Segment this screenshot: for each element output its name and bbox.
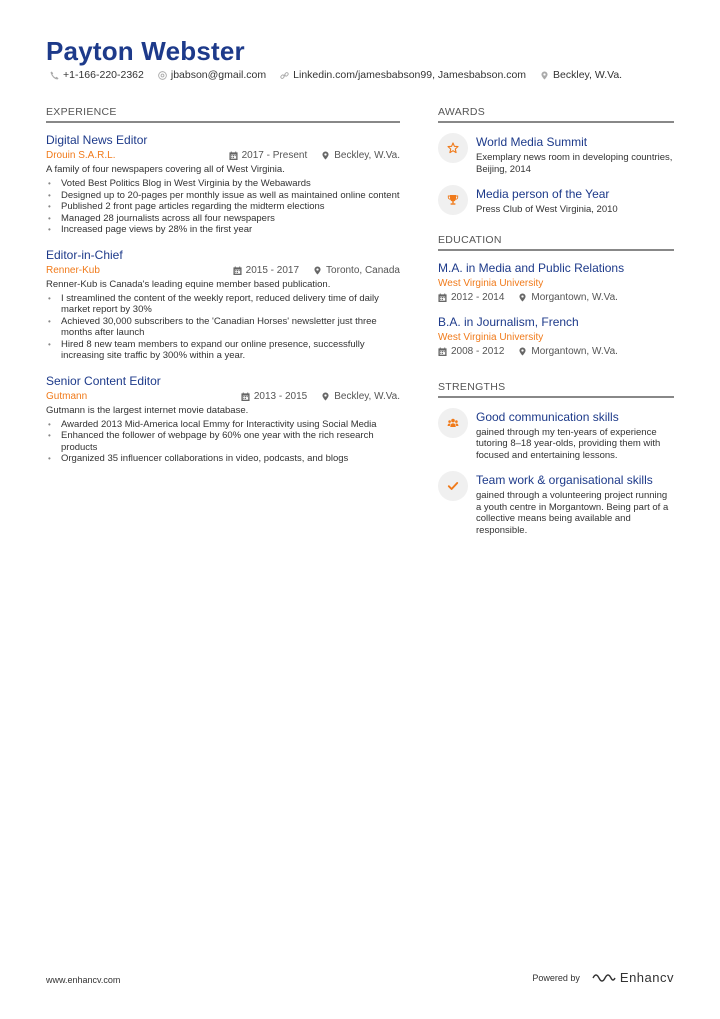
contact-bar [50, 69, 622, 81]
education-dates: 2012 - 2014 [451, 291, 505, 303]
education-entry [438, 261, 674, 303]
job-bullets [46, 178, 400, 236]
job-title: Digital News Editor [46, 133, 148, 147]
strength-title: Good communication skills [476, 409, 619, 424]
brand-name: Enhancv [619, 970, 674, 985]
enhancv-logo-icon [592, 971, 616, 985]
footer-branding [532, 970, 674, 985]
job-bullet: • Awarded 2013 Mid-America local Emmy for Interactivity using Social Media [46, 419, 400, 431]
strength-description: gained through a volunteering project running a youth centre in Morgantown. Being part of a collective means being available and responsible. [476, 490, 669, 536]
job-location: Beckley, W.Va. [334, 150, 400, 161]
degree-title: B.A. in Journalism, French [438, 314, 579, 329]
job-dates: 2013 - 2015 [253, 390, 308, 402]
degree-title: M.A. in Media and Public Relations [438, 260, 625, 275]
company-name: Drouin S.A.R.L. [46, 150, 116, 161]
job-dates: 2015 - 2017 [245, 264, 300, 276]
star-icon [447, 142, 459, 154]
trophy-icon [447, 194, 459, 206]
job-bullet: • Published 2 front page articles regarding the midterm elections [46, 201, 400, 213]
job-description: Renner-Kub is Canada's leading equine member based publication. [46, 278, 331, 290]
awards-section-title: AWARDS [438, 106, 674, 123]
education-section-title: EDUCATION [438, 234, 674, 251]
job-bullet: • Achieved 30,000 subscribers to the 'Canadian Horses' newsletter just three months after launch [46, 316, 400, 339]
award-entry [438, 185, 674, 216]
calendar-icon [229, 151, 238, 160]
calendar-icon [438, 347, 447, 356]
strength-entry [438, 408, 674, 462]
contact-email [158, 69, 266, 81]
job-description: A family of four newspapers covering all of West Virginia. [46, 164, 285, 175]
experience-entry [46, 248, 400, 362]
strength-title: Team work & organisational skills [476, 473, 653, 487]
job-bullet: • Managed 28 journalists across all four newspapers [46, 213, 400, 225]
location-text: Beckley, W.Va. [553, 69, 623, 81]
resume-name: Payton Webster [46, 36, 245, 66]
job-bullet: • Voted Best Politics Blog in West Virginia by the Webawards [46, 178, 400, 190]
job-bullet: • I streamlined the content of the weekly report, reduced delivery time of daily market report by 30% [46, 293, 400, 316]
job-dates: 2017 - Present [241, 150, 308, 161]
job-bullet: • Organized 35 influencer collaborations in video, podcasts, and blogs [46, 453, 400, 465]
experience-section-title: EXPERIENCE [46, 106, 400, 123]
education-dates: 2008 - 2012 [451, 345, 505, 357]
school-name: West Virginia University [438, 331, 544, 343]
link-text[interactable]: Linkedin.com/jamesbabson99, Jamesbabson.com [293, 69, 527, 81]
award-title: World Media Summit [476, 135, 588, 149]
brand-logo[interactable] [592, 970, 674, 985]
strength-description: gained through my ten-years of experience tutoring 8–18 year-olds, providing them with focused and entertaining lessons. [476, 426, 661, 461]
at-icon [158, 71, 167, 80]
job-bullets [46, 293, 400, 362]
strength-entry [438, 471, 674, 536]
calendar-icon [438, 293, 447, 302]
school-name: West Virginia University [438, 277, 544, 289]
contact-location [540, 69, 622, 81]
award-description: Exemplary news room in developing countries, Beijing, 2014 [476, 152, 673, 175]
location-pin-icon [540, 71, 549, 80]
company-name: Renner-Kub [46, 264, 100, 276]
location-pin-icon [518, 347, 527, 356]
award-title: Media person of the Year [476, 187, 610, 201]
job-description: Gutmann is the largest internet movie database. [46, 404, 249, 416]
job-location: Beckley, W.Va. [334, 390, 400, 402]
calendar-icon [241, 392, 250, 401]
contact-phone [50, 69, 144, 81]
education-location: Morgantown, W.Va. [531, 291, 618, 303]
link-icon [280, 71, 289, 80]
footer-website[interactable]: www.enhancv.com [46, 975, 121, 985]
strengths-section-title: STRENGTHS [438, 381, 674, 398]
job-bullet: • Enhanced the follower of webpage by 60% one year with the rich research products [46, 430, 400, 453]
powered-by-label: Powered by [532, 972, 580, 983]
contact-link [280, 69, 526, 81]
job-bullet: • Hired 8 new team members to expand our online presence, successfully increasing site traffic by 300% within a year. [46, 339, 400, 362]
location-pin-icon [518, 293, 527, 302]
right-column [438, 106, 674, 546]
calendar-icon [233, 266, 242, 275]
job-bullet: • Designed up to 20-pages per monthly issue as well as maintained online content [46, 190, 400, 202]
experience-entry [46, 374, 400, 465]
phone-icon [50, 71, 59, 80]
award-entry [438, 133, 674, 175]
education-entry [438, 315, 674, 357]
email-text[interactable]: jbabson@gmail.com [170, 69, 267, 81]
checkmark-icon [447, 480, 459, 492]
location-pin-icon [313, 266, 322, 275]
job-bullets [46, 419, 400, 465]
location-pin-icon [321, 151, 330, 160]
job-title: Senior Content Editor [46, 373, 161, 388]
company-name: Gutmann [46, 390, 88, 402]
job-title: Editor-in-Chief [46, 247, 123, 262]
people-icon [447, 417, 459, 429]
left-column [46, 106, 400, 477]
phone-text[interactable]: +1-166-220-2362 [63, 69, 144, 81]
job-location: Toronto, Canada [326, 264, 400, 276]
job-bullet: • Increased page views by 28% in the first year [46, 224, 400, 236]
award-description: Press Club of West Virginia, 2010 [476, 204, 618, 215]
education-location: Morgantown, W.Va. [531, 345, 618, 357]
experience-entry [46, 133, 400, 236]
location-pin-icon [321, 392, 330, 401]
